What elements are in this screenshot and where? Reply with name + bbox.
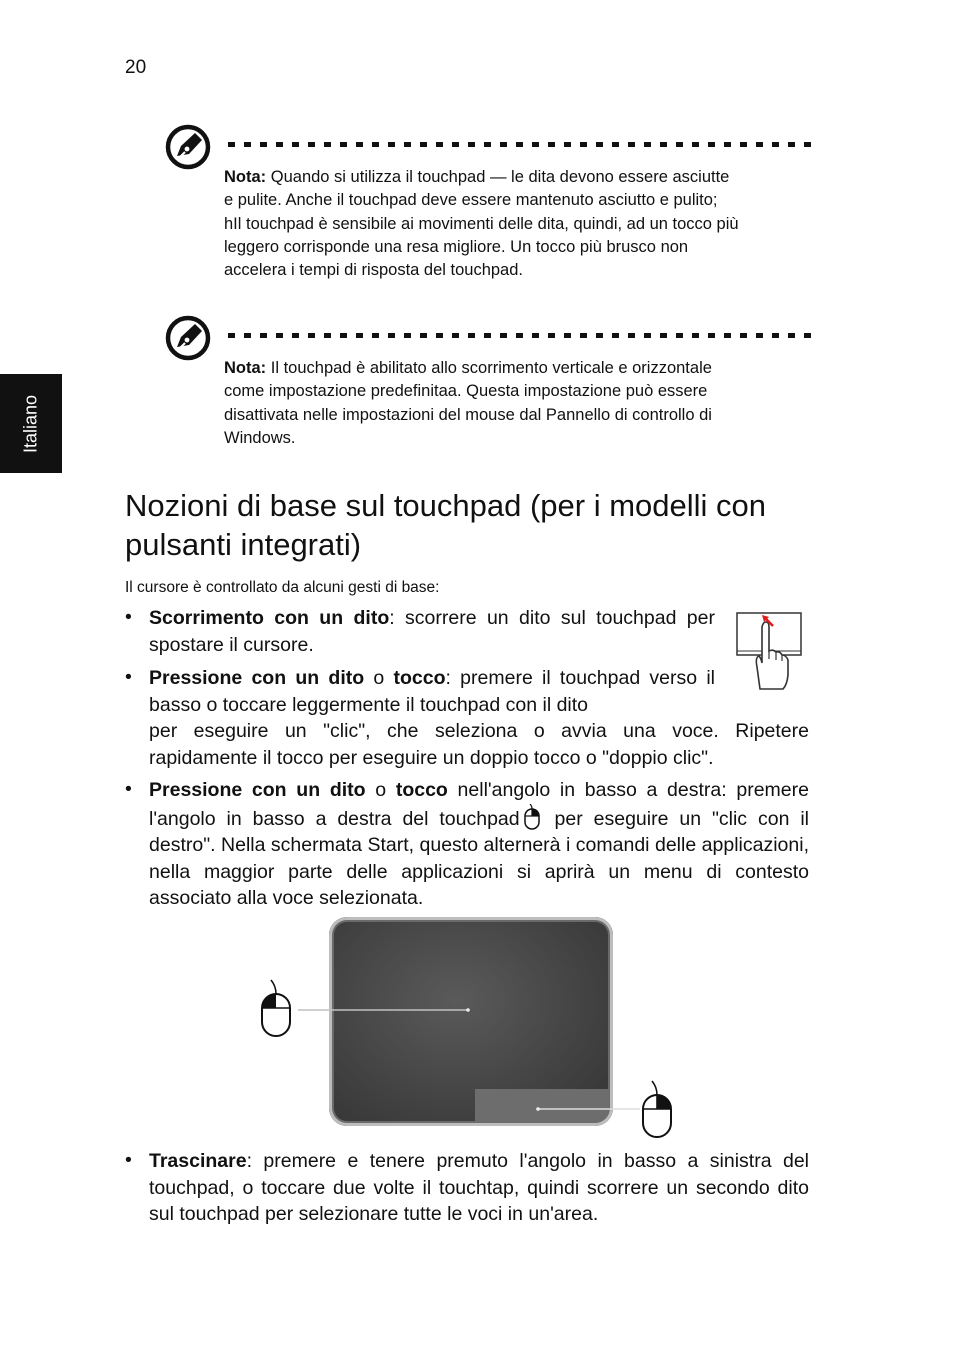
finger-slide-icon bbox=[733, 609, 805, 695]
bullet-single-finger-press: Pressione con un dito o tocco: premere il touchpad verso il basso o toccare leggermente il touchpad con il dito bbox=[149, 667, 715, 716]
language-side-tab bbox=[0, 374, 62, 473]
touchpad-right-click-zone bbox=[475, 1089, 609, 1123]
bullet-marker: • bbox=[125, 606, 132, 628]
language-label: Italiano bbox=[20, 394, 41, 453]
bullet-right-click: Pressione con un dito o tocco nell'angolo in basso a destra: premere l'angolo in basso a destra del touchpad per eseguire un "clic con il destro". Nella schermata Start, questo alternerà i comandi delle applicazioni, nella maggior parte delle applicazioni si aprirà un menu di contesto associato alla voce selezionata. bbox=[149, 779, 809, 909]
note-2: Nota: Il touchpad è abilitato allo scorrimento verticale e orizzontale come impostazione predefinitaa. Questa impostazione può essere disattivata nelle impostazioni del mouse dal Pannello di controllo di Windows. bbox=[224, 359, 712, 447]
mouse-right-button-icon bbox=[524, 804, 540, 830]
bullet-marker: • bbox=[125, 1149, 132, 1171]
bullet-drag: Trascinare: premere e tenere premuto l'angolo in basso a sinistra del touchpad, o toccare due volte il touchtap, quindi scorrere un secondo dito sul touchpad per selezionare tutte le voci in un'area. bbox=[149, 1150, 809, 1225]
note-1: Nota: Quando si utilizza il touchpad — le dita devono essere asciutte e pulite. Anche il touchpad deve essere mantenuto asciutto e pulito; hIl touchpad è sensibile ai movimenti delle dita, quindi, ad un tocco più leggero corrisponde una resa migliore. Un tocco più brusco non accelera i tempi di risposta del touchpad. bbox=[224, 168, 739, 280]
section-intro: Il cursore è controllato da alcuni gesti di base: bbox=[125, 579, 440, 596]
mouse-right-button-icon bbox=[643, 1081, 671, 1137]
note-divider bbox=[228, 333, 812, 338]
bullet-single-finger-press-cont: per eseguire un "clic", che seleziona o avvia una voce. Ripetere rapidamente il tocco per eseguire un doppio tocco o "doppio clic". bbox=[149, 720, 809, 769]
page-number: 20 bbox=[125, 57, 147, 78]
note-label: Nota: bbox=[224, 168, 267, 186]
bullet-single-finger-slide: Scorrimento con un dito: scorrere un dito sul touchpad per spostare il cursore. bbox=[149, 607, 715, 656]
touchpad-diagram bbox=[329, 917, 613, 1126]
note-divider bbox=[228, 142, 812, 147]
bullet-marker: • bbox=[125, 778, 132, 800]
note-pen-icon bbox=[165, 315, 211, 361]
note-pen-icon bbox=[165, 124, 211, 170]
mouse-left-button-icon bbox=[262, 980, 290, 1036]
note-label: Nota: bbox=[224, 359, 267, 377]
section-title: Nozioni di base sul touchpad (per i modelli con pulsanti integrati) bbox=[125, 488, 767, 562]
bullet-marker: • bbox=[125, 666, 132, 688]
